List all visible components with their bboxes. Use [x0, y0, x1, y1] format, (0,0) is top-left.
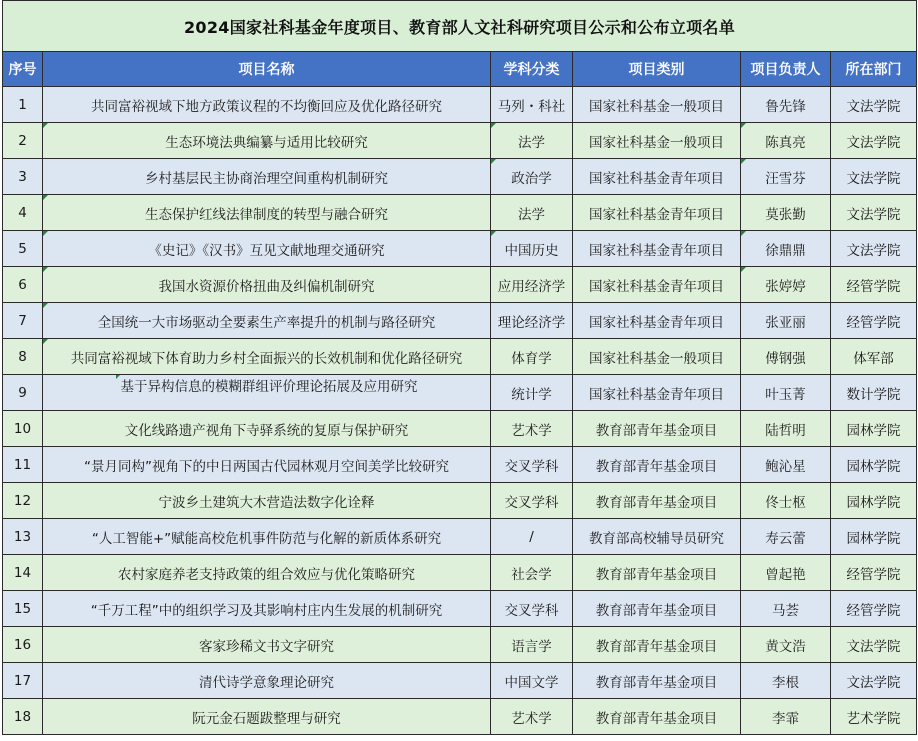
cell-discipline-text: 法学: [518, 206, 545, 223]
header-name[interactable]: 项目名称: [43, 52, 491, 87]
cell-project-name-text: 全国统一大市场驱动全要素生产率提升的机制与路径研究: [97, 314, 436, 331]
cell-dept[interactable]: [831, 231, 917, 267]
cell-category-text: 教育部青年基金项目: [595, 602, 718, 619]
cell-project-name-text: “人工智能+”赋能高校危机事件防范与化解的新质体系研究: [91, 530, 442, 547]
cell-category[interactable]: [573, 195, 741, 231]
cell-dept[interactable]: [831, 663, 917, 699]
cell-category[interactable]: [573, 231, 741, 267]
cell-leader-text: 黄文浩: [765, 638, 806, 655]
cell-leader-text: 叶玉菁: [765, 386, 806, 403]
cell-category-text: 国家社科基金青年项目: [589, 314, 724, 331]
cell-no[interactable]: [3, 447, 43, 483]
comment-indicator-icon: [491, 123, 496, 128]
table-row: [3, 303, 917, 339]
header-dept[interactable]: 所在部门: [831, 52, 917, 87]
cell-project-name[interactable]: [43, 447, 491, 483]
cell-project-name-text: 农村家庭养老支持政策的组合效应与优化策略研究: [118, 566, 415, 583]
cell-category-text: 国家社科基金青年项目: [589, 242, 724, 259]
table-row: [3, 375, 917, 411]
cell-discipline-text: 中国文学: [504, 674, 559, 691]
cell-no[interactable]: [3, 303, 43, 339]
cell-no-text: 17: [13, 672, 32, 689]
cell-project-name-text: 共同富裕视域下体育助力乡村全面振兴的长效机制和优化路径研究: [70, 350, 463, 367]
cell-category-text: 教育部青年基金项目: [595, 566, 718, 583]
cell-category[interactable]: [573, 591, 741, 627]
cell-project-name-text: 我国水资源价格扭曲及纠偏机制研究: [158, 278, 375, 295]
cell-category-text: 教育部青年基金项目: [595, 494, 718, 511]
cell-no-text: 18: [13, 708, 32, 725]
cell-discipline-text: 应用经济学: [497, 278, 566, 295]
cell-discipline-text: 统计学: [511, 386, 552, 403]
cell-category-text: 国家社科基金青年项目: [589, 206, 724, 223]
cell-leader-text: 陈真亮: [765, 134, 806, 151]
cell-leader[interactable]: [741, 483, 831, 519]
cell-no[interactable]: [3, 591, 43, 627]
cell-dept-text: 经管学院: [846, 314, 901, 331]
cell-leader-text: 寿云蕾: [765, 530, 806, 547]
cell-category[interactable]: [573, 267, 741, 303]
cell-dept[interactable]: [831, 339, 917, 375]
cell-no[interactable]: [3, 555, 43, 591]
cell-category-text: 国家社科基金一般项目: [589, 98, 724, 115]
cell-discipline-text: 理论经济学: [497, 314, 566, 331]
comment-indicator-icon: [741, 267, 746, 272]
cell-category[interactable]: [573, 519, 741, 555]
table-row: [3, 483, 917, 519]
cell-project-name-text: 共同富裕视域下地方政策议程的不均衡回应及优化路径研究: [91, 98, 442, 115]
table-row: [3, 663, 917, 699]
cell-leader[interactable]: [741, 87, 831, 123]
cell-discipline-text: 艺术学: [511, 710, 552, 727]
cell-category[interactable]: [573, 699, 741, 735]
cell-project-name-text: 清代诗学意象理论研究: [199, 674, 334, 691]
cell-leader[interactable]: [741, 123, 831, 159]
cell-dept-text: 体军部: [853, 350, 894, 367]
cell-leader[interactable]: [741, 339, 831, 375]
cell-no[interactable]: [3, 411, 43, 447]
cell-dept[interactable]: [831, 447, 917, 483]
cell-dept-text: 园林学院: [846, 458, 901, 475]
cell-project-name[interactable]: [43, 195, 491, 231]
cell-category[interactable]: [573, 411, 741, 447]
cell-leader-text: 徐鼎鼎: [765, 242, 806, 259]
cell-no-text: 4: [18, 204, 27, 221]
cell-project-name[interactable]: [43, 339, 491, 375]
cell-discipline-text: 中国历史: [504, 242, 559, 259]
cell-no[interactable]: [3, 663, 43, 699]
cell-discipline[interactable]: [491, 555, 573, 591]
cell-category-text: 教育部青年基金项目: [595, 422, 718, 439]
cell-project-name[interactable]: [43, 519, 491, 555]
cell-category[interactable]: [573, 123, 741, 159]
cell-discipline[interactable]: [491, 483, 573, 519]
cell-leader[interactable]: [741, 699, 831, 735]
cell-category-text: 国家社科基金青年项目: [589, 386, 724, 403]
cell-no-text: 8: [18, 348, 27, 365]
cell-project-name-text: 《史记》《汉书》互见文献地理交通研究: [148, 242, 385, 259]
cell-dept-text: 园林学院: [846, 494, 901, 511]
cell-discipline[interactable]: [491, 519, 573, 555]
cell-dept-text: 经管学院: [846, 566, 901, 583]
cell-project-name[interactable]: [43, 699, 491, 735]
cell-no-text: 7: [18, 312, 27, 329]
cell-category[interactable]: [573, 159, 741, 195]
cell-no-text: 12: [13, 492, 32, 509]
comment-indicator-icon: [43, 195, 48, 200]
cell-no[interactable]: [3, 627, 43, 663]
table-row: [3, 519, 917, 555]
cell-dept[interactable]: [831, 267, 917, 303]
cell-leader-text: 鲍沁星: [765, 458, 806, 475]
cell-leader[interactable]: [741, 663, 831, 699]
cell-discipline-text: 交叉学科: [504, 602, 559, 619]
cell-discipline[interactable]: [491, 267, 573, 303]
table-row: [3, 339, 917, 375]
cell-no-text: 14: [13, 564, 32, 581]
cell-dept-text: 文法学院: [846, 638, 901, 655]
cell-category[interactable]: [573, 447, 741, 483]
cell-no-text: 1: [18, 96, 27, 113]
cell-dept[interactable]: [831, 411, 917, 447]
cell-discipline[interactable]: [491, 195, 573, 231]
cell-discipline[interactable]: [491, 411, 573, 447]
cell-no[interactable]: [3, 195, 43, 231]
cell-leader-text: 马荟: [772, 602, 799, 619]
cell-discipline[interactable]: [491, 159, 573, 195]
cell-dept-text: 文法学院: [846, 206, 901, 223]
cell-dept[interactable]: [831, 699, 917, 735]
cell-discipline-text: 语言学: [511, 638, 552, 655]
cell-leader-text: 陆哲明: [765, 422, 806, 439]
cell-dept-text: 文法学院: [846, 98, 901, 115]
cell-discipline[interactable]: [491, 87, 573, 123]
cell-discipline-text: 社会学: [511, 566, 552, 583]
cell-leader-text: 汪雪芬: [765, 170, 806, 187]
cell-discipline[interactable]: [491, 123, 573, 159]
cell-category[interactable]: [573, 483, 741, 519]
cell-project-name[interactable]: [43, 231, 491, 267]
cell-discipline[interactable]: [491, 627, 573, 663]
table-row: [3, 699, 917, 735]
cell-discipline-text: 交叉学科: [504, 494, 559, 511]
cell-category-text: 国家社科基金一般项目: [589, 350, 724, 367]
table-body: [3, 87, 917, 735]
cell-no[interactable]: [3, 339, 43, 375]
cell-leader[interactable]: [741, 591, 831, 627]
cell-no-text: 11: [13, 456, 32, 473]
cell-discipline-text: 体育学: [511, 350, 552, 367]
cell-no[interactable]: [3, 699, 43, 735]
cell-category-text: 教育部高校辅导员研究: [589, 530, 724, 547]
cell-discipline-text: /: [529, 528, 534, 545]
cell-project-name-text: 文化线路遗产视角下寺驿系统的复原与保护研究: [124, 422, 409, 439]
cell-dept-text: 园林学院: [846, 422, 901, 439]
cell-discipline[interactable]: [491, 375, 573, 411]
cell-no[interactable]: [3, 483, 43, 519]
cell-project-name[interactable]: [43, 483, 491, 519]
cell-no-text: 15: [13, 600, 32, 617]
cell-discipline[interactable]: [491, 591, 573, 627]
cell-category-text: 国家社科基金一般项目: [589, 134, 724, 151]
header-leader[interactable]: 项目负责人: [741, 52, 831, 87]
cell-leader-text: 莫张勤: [765, 206, 806, 223]
cell-category[interactable]: [573, 663, 741, 699]
cell-dept-text: 文法学院: [846, 134, 901, 151]
cell-leader-text: 张婷婷: [765, 278, 806, 295]
cell-no-text: 6: [18, 276, 27, 293]
cell-no-text: 3: [18, 168, 27, 185]
cell-category-text: 国家社科基金青年项目: [589, 278, 724, 295]
header-no[interactable]: 序号: [3, 52, 43, 87]
cell-project-name-text: 生态环境法典编纂与适用比较研究: [165, 134, 368, 151]
comment-indicator-icon: [43, 123, 48, 128]
header-discipline[interactable]: 学科分类: [491, 52, 573, 87]
cell-leader[interactable]: [741, 375, 831, 411]
cell-no[interactable]: [3, 87, 43, 123]
comment-indicator-icon: [741, 123, 746, 128]
cell-dept-text: 经管学院: [846, 602, 901, 619]
cell-discipline[interactable]: [491, 447, 573, 483]
cell-no-text: 2: [18, 132, 27, 149]
cell-leader-text: 曾起艳: [765, 566, 806, 583]
cell-no-text: 16: [13, 636, 32, 653]
cell-leader-text: 傅钢强: [765, 350, 806, 367]
cell-project-name-text: 生态保护红线法律制度的转型与融合研究: [145, 206, 388, 223]
cell-leader[interactable]: [741, 159, 831, 195]
cell-project-name[interactable]: [43, 87, 491, 123]
cell-dept[interactable]: [831, 123, 917, 159]
cell-leader-text: 鲁先锋: [765, 98, 806, 115]
cell-project-name-text: 乡村基层民主协商治理空间重构机制研究: [145, 170, 388, 187]
cell-discipline[interactable]: [491, 663, 573, 699]
comment-indicator-icon: [43, 339, 48, 344]
cell-dept-text: 文法学院: [846, 674, 901, 691]
cell-category[interactable]: [573, 627, 741, 663]
cell-dept-text: 文法学院: [846, 170, 901, 187]
comment-indicator-icon: [43, 231, 48, 236]
cell-leader[interactable]: [741, 519, 831, 555]
cell-category[interactable]: [573, 303, 741, 339]
cell-category-text: 教育部青年基金项目: [595, 638, 718, 655]
cell-discipline[interactable]: [491, 303, 573, 339]
cell-leader-text: 李根: [772, 674, 799, 691]
cell-discipline-text: 马列・科社: [497, 98, 566, 115]
cell-project-name[interactable]: [43, 411, 491, 447]
table-row: [3, 267, 917, 303]
cell-no[interactable]: [3, 231, 43, 267]
project-list-table: [2, 0, 917, 735]
cell-project-name-text: “千万工程”中的组织学习及其影响村庄内生发展的机制研究: [90, 602, 443, 619]
cell-leader[interactable]: [741, 267, 831, 303]
cell-dept[interactable]: [831, 195, 917, 231]
table-row: [3, 411, 917, 447]
comment-indicator-icon: [741, 159, 746, 164]
cell-project-name-text: 基于异构信息的模糊群组评价理论拓展及应用研究: [120, 378, 418, 395]
cell-project-name[interactable]: [43, 663, 491, 699]
cell-project-name[interactable]: [43, 555, 491, 591]
cell-leader[interactable]: [741, 411, 831, 447]
comment-indicator-icon: [43, 303, 48, 308]
cell-project-name[interactable]: [43, 267, 491, 303]
cell-leader[interactable]: [741, 231, 831, 267]
cell-leader[interactable]: [741, 555, 831, 591]
cell-no[interactable]: [3, 123, 43, 159]
cell-no[interactable]: [3, 375, 43, 411]
cell-category[interactable]: [573, 87, 741, 123]
table-row: [3, 159, 917, 195]
cell-project-name[interactable]: [43, 123, 491, 159]
cell-project-name[interactable]: [43, 627, 491, 663]
cell-dept-text: 艺术学院: [846, 710, 901, 727]
cell-no-text: 10: [13, 420, 32, 437]
cell-project-name[interactable]: [43, 375, 491, 411]
table-title: 2024国家社科基金年度项目、教育部人文社科研究项目公示和公布立项名单: [3, 1, 917, 52]
table-row: [3, 87, 917, 123]
cell-project-name-text: 阮元金石题跋整理与研究: [192, 710, 341, 727]
cell-dept[interactable]: [831, 627, 917, 663]
header-category[interactable]: 项目类别: [573, 52, 741, 87]
table-row: [3, 123, 917, 159]
cell-dept[interactable]: [831, 159, 917, 195]
cell-category[interactable]: [573, 375, 741, 411]
cell-discipline-text: 法学: [518, 134, 545, 151]
table-row: [3, 195, 917, 231]
cell-project-name[interactable]: [43, 159, 491, 195]
cell-leader[interactable]: [741, 447, 831, 483]
cell-dept[interactable]: [831, 519, 917, 555]
cell-project-name[interactable]: [43, 591, 491, 627]
table-row: [3, 447, 917, 483]
cell-no-text: 13: [13, 528, 32, 545]
cell-discipline-text: 艺术学: [511, 422, 552, 439]
cell-leader[interactable]: [741, 303, 831, 339]
comment-indicator-icon: [43, 267, 48, 272]
cell-project-name-text: “景月同构”视角下的中日两国古代园林观月空间美学比较研究: [84, 458, 449, 475]
cell-category-text: 国家社科基金青年项目: [589, 170, 724, 187]
cell-dept-text: 数计学院: [846, 386, 901, 403]
header-row: [3, 52, 917, 87]
cell-discipline-text: 政治学: [511, 170, 552, 187]
cell-dept-text: 园林学院: [846, 530, 901, 547]
table-row: [3, 231, 917, 267]
table-row: [3, 627, 917, 663]
cell-dept-text: 经管学院: [846, 278, 901, 295]
comment-indicator-icon: [741, 231, 746, 236]
cell-leader-text: 张亚丽: [765, 314, 806, 331]
cell-dept[interactable]: [831, 591, 917, 627]
cell-discipline[interactable]: [491, 699, 573, 735]
table-row: [3, 555, 917, 591]
cell-category[interactable]: [573, 339, 741, 375]
cell-category-text: 教育部青年基金项目: [595, 458, 718, 475]
cell-no-text: 9: [18, 384, 27, 401]
cell-leader-text: 李霏: [772, 710, 799, 727]
cell-category-text: 教育部青年基金项目: [595, 710, 718, 727]
table-row: [3, 591, 917, 627]
cell-project-name-text: 宁波乡土建筑大木营造法数字化诠释: [158, 494, 375, 511]
cell-dept[interactable]: [831, 87, 917, 123]
comment-indicator-icon: [491, 231, 496, 236]
cell-no[interactable]: [3, 519, 43, 555]
cell-category[interactable]: [573, 555, 741, 591]
cell-dept[interactable]: [831, 375, 917, 411]
comment-indicator-icon: [116, 375, 121, 395]
cell-project-name-text: 客家珍稀文书文字研究: [199, 638, 334, 655]
cell-no[interactable]: [3, 159, 43, 195]
cell-leader[interactable]: [741, 627, 831, 663]
cell-project-name[interactable]: [43, 303, 491, 339]
cell-no-text: 5: [18, 240, 27, 257]
cell-leader[interactable]: [741, 195, 831, 231]
cell-dept[interactable]: [831, 303, 917, 339]
cell-category-text: 教育部青年基金项目: [595, 674, 718, 691]
cell-dept[interactable]: [831, 555, 917, 591]
cell-leader-text: 佟士枢: [765, 494, 806, 511]
cell-dept[interactable]: [831, 483, 917, 519]
cell-dept-text: 文法学院: [846, 242, 901, 259]
cell-no[interactable]: [3, 267, 43, 303]
cell-discipline-text: 交叉学科: [504, 458, 559, 475]
cell-discipline[interactable]: [491, 339, 573, 375]
comment-indicator-icon: [491, 159, 496, 164]
cell-discipline[interactable]: [491, 231, 573, 267]
